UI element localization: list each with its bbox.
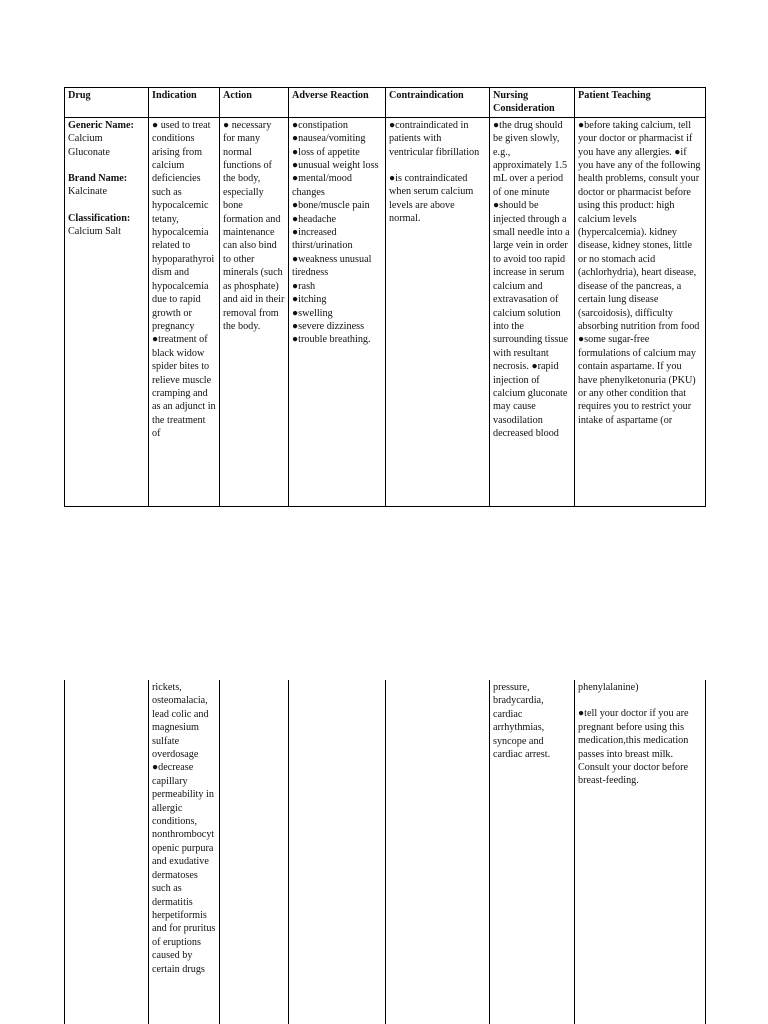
cell-contraindication (386, 117, 490, 506)
generic-name-value: Calcium Gluconate (68, 133, 110, 158)
header-contraindication: Contraindication (386, 88, 490, 118)
header-action: Action (220, 88, 289, 118)
brand-name-label: Brand Name: (68, 173, 128, 185)
adverse-item: ●bone/muscle pain ●headache (292, 200, 370, 225)
header-indication: Indication (149, 88, 220, 118)
drug-table-continued (64, 680, 706, 1024)
cell-nursing-consideration (490, 117, 575, 506)
adverse-item: ●constipation (292, 119, 348, 131)
nursing-text-continued: pressure, bradycardia, cardiac arrhythmias, syncope and cardiac arrest. (493, 682, 551, 761)
adverse-item: ●increased thirst/urination (292, 227, 353, 252)
indication-text: ● used to treat conditions arising from calcium deficiencies such as hypocalcemic tetany, hypocalcemia related to hypoparathyroidism and hypocalcemia due to rapid growth or pregnancy ●treatment of black widow spider bites to relieve muscle cramping and as an adjunct in the treatment of (152, 119, 216, 440)
adverse-item: ●nausea/vomiting (292, 133, 366, 145)
classification-value: Calcium Salt (68, 226, 121, 238)
nursing-text: ●the drug should be given slowly, e.g., approximately 1.5 mL over a period of one minute ●should be injected through a small needle into a large vein in order to avoid too rapid increase in serum calcium and extravasation of calcium solution into the surrounding tissue with resultant necrosis. ●rapid injection of calcium gluconate may cause vasodilation decreased blood (493, 119, 570, 440)
adverse-item: ●weakness unusual tiredness (292, 253, 372, 279)
cell-indication (149, 117, 220, 506)
adverse-item: ●unusual weight loss (292, 160, 379, 172)
adverse-item: ●loss of appetite (292, 146, 360, 158)
brand-name-value: Kalcinate (68, 186, 108, 198)
cell-adverse-continued (289, 680, 386, 1024)
cell-drug-continued (65, 680, 149, 1024)
cell-nursing-continued (490, 680, 575, 1024)
header-patient-teaching: Patient Teaching (575, 88, 706, 118)
adverse-item: ●mental/mood changes (292, 173, 352, 198)
adverse-item: ●itching (292, 294, 327, 306)
header-drug: Drug (65, 88, 149, 118)
cell-patient-teaching (575, 117, 706, 506)
adverse-item: ●swelling (292, 307, 333, 319)
contraindication-item: ●is contraindicated when serum calcium levels are above normal. (389, 173, 474, 225)
drug-table (64, 87, 706, 507)
header-row (65, 88, 706, 118)
cell-action (220, 117, 289, 506)
cell-teaching-continued (575, 680, 706, 1024)
cell-adverse-reaction (289, 117, 386, 506)
cell-indication-continued (149, 680, 220, 1024)
teaching-text-pregnancy: ●tell your doctor if you are pregnant before using this medication,this medication passes into breast milk. Consult your doctor before breast-feeding. (578, 708, 689, 787)
cell-action-continued (220, 680, 289, 1024)
classification-label: Classification: (68, 212, 131, 224)
adverse-item: ●trouble breathing. (292, 334, 371, 346)
cell-contraindication-continued (386, 680, 490, 1024)
cell-drug (65, 117, 149, 506)
teaching-text-continued: phenylalanine) (578, 682, 639, 693)
header-adverse-reaction: Adverse Reaction (289, 88, 386, 118)
table-row (65, 680, 706, 1024)
contraindication-item: ●contraindicated in patients with ventricular fibrillation (389, 119, 480, 158)
adverse-item: ●rash (292, 280, 316, 292)
indication-text-continued: rickets, osteomalacia, lead colic and magnesium sulfate overdosage ●decrease capillary permeability in allergic conditions, nonthrombocytopenic purpura and exudative dermatoses such as dermatitis herpetiformis and for pruritus of eruptions caused by certain drugs (152, 682, 216, 975)
document-page-2 (0, 680, 768, 1024)
table-row (65, 117, 706, 506)
header-nursing-consideration: Nursing Consideration (490, 88, 575, 118)
adverse-item: ●severe dizziness (292, 320, 365, 332)
action-text: ● necessary for many normal functions of the body, especially bone formation and maintenance can also bind to other minerals (such as phosphate) and aid in their removal from the body. (223, 119, 285, 332)
generic-name-label: Generic Name: (68, 119, 134, 131)
teaching-text: ●before taking calcium, tell your doctor or pharmacist if you have any allergies. ●if you have any of the following health problems, consult your doctor or pharmacist before using this product: high calcium levels (hypercalcemia). kidney disease, kidney stones, little or no stomach acid (achlorhydria), heart disease, disease of the pancreas, a certain lung disease (sarcoidosis), difficulty absorbing nutrition from food ●some sugar-free formulations of calcium may contain aspartame. If you have phenylketonuria (PKU) or any other condition that requires you to restrict your intake of aspartame (or (578, 119, 701, 426)
